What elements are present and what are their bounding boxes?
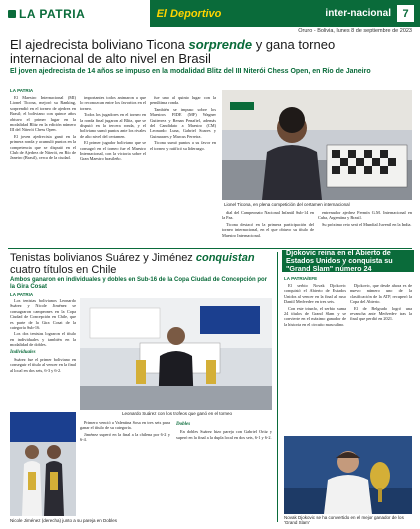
column-divider [277,252,278,522]
paragraph: El Maestro Internacional (MI) Lionel Ticona, mejoró su Ranking, sorprendió en el torneo de ajedrez en Brasil; el boliviano con quince años obtuvo el primer lugar en la modalidad Blitz en la edición número III del Niterói Chess Open. [10,95,76,133]
article1-title-pre: El ajedrecista boliviano Ticona [10,37,189,52]
paragraph: Con este triunfo, el serbio suma 24 títulos de Grand Slam y se convierte en el máximo ganador de la historia en el circuito masculino. [284,305,346,327]
paragraph: entrenador ajedrez Fermín G.M. Internacional en Cuba, Argentina y Brasil. [318,210,412,221]
section-label: inter-nacional [325,8,391,19]
article1-lead: El joven ajedrecista de 14 años se impuso en la modalidad Blitz del III Niterói Chess Open, en Río de Janeiro [10,68,371,75]
newspaper-logo [0,0,150,27]
article3-byline: LA PATRIA/EFE [284,276,318,281]
paragraph: fue uno al quinto lugar con la penúltima ronda. [150,95,216,106]
paragraph: importantes todos animaron a que lo reconozcan entre los favoritos en el torneo. [80,95,146,111]
article2-title-post: cuatro títulos en Chile [10,264,117,276]
tennis-photo1-caption: Nicole Jiménez (derecha) junto a su pareja en Dobles [10,518,118,523]
dateline: Oruro - Bolivia, lunes 8 de septiembre de 2023 [298,28,412,34]
article1-column-2 [80,95,146,245]
article1-title-post: y gana torneo internacional de alto nivel en Brasil [10,37,336,66]
brand-name: El Deportivo [156,7,222,20]
article2-title-pre: Tenistas bolivianos Suárez y Jiménez [10,252,196,264]
djokovic-photo [284,436,412,514]
paragraph: Jiménez superó en la final a la chilena por 6-2 y 6-4. [80,431,170,443]
article2-headline [10,252,272,276]
article1-title-accent: sorprende [188,37,253,52]
tennis-doubles-photo [10,412,76,516]
paragraph: Su próximo reto será el Mundial Juvenil en la India. [322,221,412,227]
tennis-player-trophies-photo [80,298,272,410]
article3-column-2 [350,283,412,433]
djokovic-photo-caption: Novak Djokovic se ha convertido en el mejor ganador de los 'Grand Slam' [284,515,404,525]
article2-lead: Ambos ganaron en individuales y dobles en Sub-16 de la Copa Ciudad de Concepción por la Gira Cosat [10,277,268,290]
article3-headline: Djokovic reina en el Abierto de Estados Unidos y conquista su "Grand Slam" número 24 [286,248,393,273]
logo-mark-icon [8,10,16,18]
chess-player-photo [222,90,412,200]
article2-byline: LA PATRIA [10,292,34,297]
article3-column-1 [284,283,346,433]
paragraph: El joven ajedrecista ganó en la primera ronda y acumuló puntos en la competencia que se disputó en el Club de Ajedrez de Niterói, en Río de Janeiro (Brasil), cerca de la ciudad. [10,133,76,161]
chess-photo-caption: Lionel Ticona, en plena competición del certamen internacional [224,202,350,207]
paragraph: Todos los jugadores en el torneo en la ronda final jugaron al Blitz, que se disputó en la tercera ronda, y el boliviano sumó puntos ante los rivales de alto nivel del certamen. [80,112,146,139]
paragraph: Suárez fue el primer boliviano en conseguir el título al vencer en la final al local en dos sets, 6-3 y 6-2. [10,357,76,373]
paragraph: El de Belgrado logró una revancha ante Medvedev tras la final que perdió en 2021. [350,305,412,322]
paragraph: El serbio Novak Djokovic conquistó el Abierto de Estados Unidos al vencer en la final al ruso Daniil Medvedev en tres sets. [284,283,346,305]
article2-column-3 [176,420,272,516]
paragraph: Ticona destacó en la primera participación del torneo internacional, en el que obtuvo su título de Maestro Internacional. [222,221,314,238]
page-header [0,0,420,27]
paragraph: Djokovic, que desde ahora es de nuevo número uno de la clasificación de la ATP, recuperó la Copa del Abierto. [350,283,412,305]
paragraph: Primero venció a Valentina Sosa en tres sets para ganar el título de su categoría. [80,420,170,431]
subhead-individuales: Individuales [10,349,36,355]
paragraph: Los dos tenistas lograron el título en individuales y también en la modalidad de dobles. [10,331,76,348]
article1-column-4 [222,210,314,248]
paragraph: dial del Campeonato Nacional Infantil Sub-14 en la Paz. [222,210,314,221]
paragraph: También se impuso sobre los Maestros FIDE (MF) Wagner Gutierrez y Renan Penafiel, además del Candidato a Maestro (CM) Leonardo Luna, Gabriel Soares y Guimaraes y Marcus Ferreira. [150,106,216,139]
newspaper-name: LA PATRIA [19,6,86,21]
article1-column-3 [150,95,216,245]
article2-column-2 [80,420,170,516]
tennis-photo2-caption: Leonardo Suárez con los trofeos que ganó en el torneo [121,411,233,416]
article2-title-accent: conquistan [195,252,255,264]
page-number: 7 [397,5,414,22]
section-header [228,0,420,27]
article1-headline [10,38,410,66]
paragraph: Ticona sumó puntos a su favor en el torneo y ratificó su liderazgo. [150,140,216,151]
article1-byline: LA PATRIA [10,88,34,93]
subhead-dobles: Dobles [176,422,191,427]
paragraph: En dobles Suárez hizo pareja con Gabriel Ortiz y superó en la final a la dupla local en dos sets, 6-1 y 6-2. [176,429,272,440]
paragraph: El primer jugador boliviano que se consagró en el torneo fue el Maestro Internacional, con la victoria sobre el Gran Maestro brasileño. [80,140,146,162]
article2-column-1 [10,298,76,410]
paragraph: Los tenistas bolivianos Leonardo Suárez y Nicole Jiménez se consagraron campeones en la Copa Ciudad de Concepción en Chile, que es parte de la Gira Cosat de la categoría Sub-16. [10,298,76,331]
article1-column-1 [10,95,76,245]
section-brand [150,0,228,27]
article3-headline-box [282,250,414,272]
article1-column-5 [318,210,412,248]
